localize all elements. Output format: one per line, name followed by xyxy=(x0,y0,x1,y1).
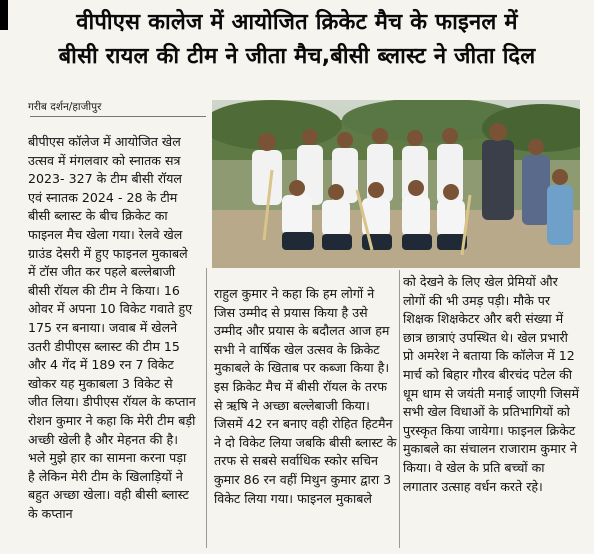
team-photo xyxy=(212,100,580,268)
article-column-2: राहुल कुमार ने कहा कि हम लोगों ने जिस उम्मीद से प्रयास किया है उसे उम्मीद और प्रयास के बदौलत आज हम सभी ने वार्षिक खेल उत्सव के क्रिकेट मुकाबले के खिताब पर कब्जा किया है। इस क्रिकेट मैच में बीसी रॉयल के तरफ से ऋषि ने अच्छा बल्लेबाजी किया। जिसमें 42 रन बनाए वही रोहित हिटमैन ने दो विकेट लिया जबकि बीसी ब्लास्ट के तरफ से सबसे सर्वाधिक स्कोर सचिन कुमार 86 रन वहीं मिथुन कुमार द्वारा 3 विकेट लिया गया। फाइनल मुकाबले xyxy=(214,286,397,506)
byline-rule xyxy=(30,116,206,117)
article-column-3: को देखने के लिए खेल प्रेमियों और लोगों की भी उमड़ पड़ी। मौके पर शिक्षक शिक्षकेटर और बरी संख्या में छात्र छात्राएं उपस्थित थे। खेल प्रभारी प्रो अमरेश ने बताया कि कॉलेज में 12 मार्च को बिहार गौरव बीरचंद पटेल की धूम धाम से जयंती मनाई जाएगी जिसमें सभी खेल विधाओं के प्रतिभागियों को पुरस्कृत किया जायेगा। फाइनल क्रिकेट मुकाबले का संचालन राजाराम कुमार ने किया। वे खेल के प्रति बच्चों का लगातार उत्साह वर्धन करते रहे। xyxy=(403,274,579,494)
headline-line-2: बीसी रायल की टीम ने जीता मैच,बीसी ब्लास्ट ने जीता दिल xyxy=(58,44,536,69)
team-photo-icon xyxy=(212,100,580,268)
page-edge-mark xyxy=(0,0,8,30)
byline: गरीब दर्शन/हाजीपुर xyxy=(28,101,102,113)
column-divider-1 xyxy=(206,268,207,548)
article-column-1: बीपीएस कॉलेज में आयोजित खेल उत्सव में मंगलवार को स्नातक सत्र 2023- 327 के टीम बीसी रॉयल एवं स्नातक 2024 - 28 के टीम बीसी ब्लास्ट के बीच क्रिकेट का फाइनल मैच खेला गया। रेलवे खेल ग्राउंड देसरी में हुए फाइनल मुकाबले में टॉस जीत कर पहले बल्लेबाजी बीसी रॉयल की टीम ने किया। 16 ओवर में अपना 10 विकेट गवाते हुए 175 रन बनाया। जवाब में खेलने उतरी डीपीएस ब्लास्ट की टीम 15 और 4 गेंद में 189 रन 7 विकेट खोकर यह मुकाबला 3 विकेट से जीत लिया। डीपीएस रॉयल के कप्तान रोशन कुमार ने कहा कि मेरी टीम बड़ी अच्छी खेली है और मेहनत की है। भले मुझे हार का सामना करना पड़ा है लेकिन मेरी टीम के खिलाड़ियों ने बहुत अच्छा खेला। वही बीसी ब्लास्ट के कप्तान xyxy=(28,134,196,521)
headline xyxy=(8,6,586,74)
headline-line-1: वीपीएस कालेज में आयोजित क्रिकेट मैच के फाइनल में xyxy=(76,10,518,35)
column-divider-2 xyxy=(399,270,400,548)
